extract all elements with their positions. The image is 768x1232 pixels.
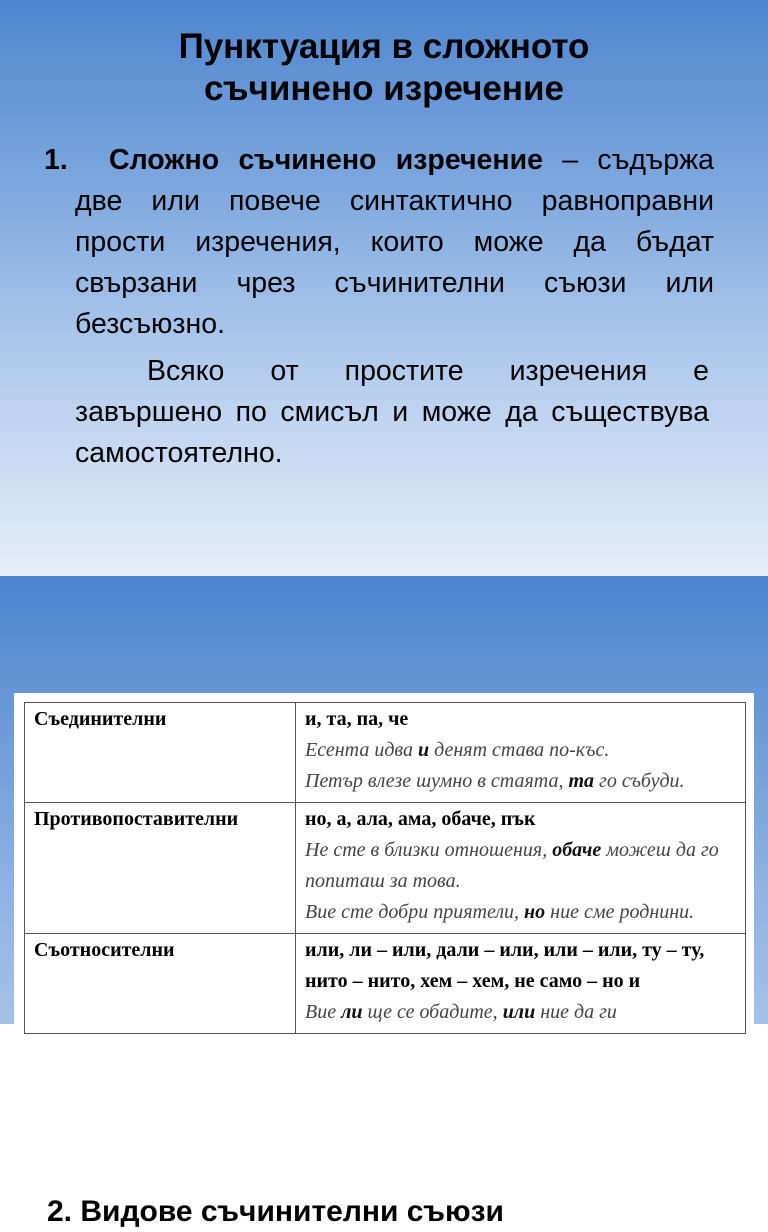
conjunction-cell (296, 703, 746, 803)
example-sentence: Вие ли ще се обадите, или ние да ги (305, 1001, 617, 1023)
conjunctions-table (24, 702, 746, 1034)
example-sentence: Вие сте добри приятели, но ние сме роднини. (305, 901, 695, 923)
definition: съдържа две или повече синтактично равноправни прости изречения, които може да бъдат свързани чрез съчинителни съюзи или безсъюзно. (75, 144, 715, 340)
term: Сложно съчинено изречение (109, 144, 543, 176)
title-line-1: Пунктуация в сложното (178, 27, 590, 66)
conjunction-type: Противопоставителни (25, 803, 296, 934)
conjunction-type: Съотносителни (25, 934, 296, 1034)
conjunction-cell (296, 803, 746, 934)
title-line-2: съчинено изречение (204, 69, 564, 108)
conjunctions-table-panel (14, 693, 754, 1033)
paragraph: Всяко от простите изречения е завършено по смисъл и може да съществува самостоятелно. (75, 355, 709, 469)
slide-title (40, 26, 728, 110)
conjunction-list: или, ли – или, дали – или, или – или, ту – ту, нито – нито, хем – хем, не само – но и (305, 939, 705, 992)
section-heading: 2. Видове съчинителни съюзи (47, 1195, 504, 1228)
item-number: 1. (44, 144, 68, 176)
numbered-item-1 (44, 140, 714, 345)
slide-1 (0, 0, 768, 576)
table-row (25, 703, 746, 803)
table-row (25, 934, 746, 1034)
conjunction-list: и, та, па, че (305, 708, 409, 730)
conjunction-type: Съединителни (25, 703, 296, 803)
conjunction-cell (296, 934, 746, 1034)
example-sentence: Есента идва и денят става по-къс. (305, 739, 610, 761)
term-dash: – (562, 144, 579, 176)
table-row (25, 803, 746, 934)
item-text (75, 140, 714, 345)
conjunction-list: но, а, ала, ама, обаче, пък (305, 808, 536, 830)
example-sentence: Петър влезе шумно в стаята, та го събуди. (305, 770, 685, 792)
example-sentence: Не сте в близки отношения, обаче можеш да го попиташ за това. (305, 839, 719, 892)
